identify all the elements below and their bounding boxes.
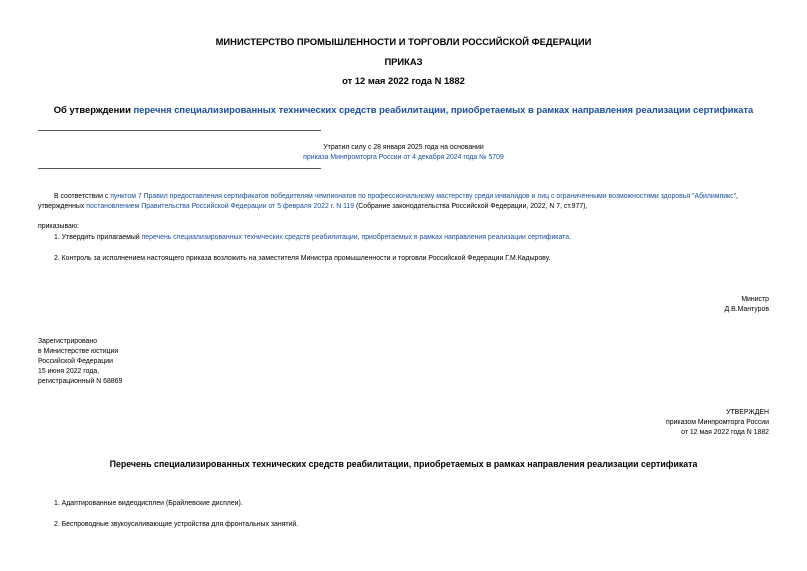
approved-line: приказом Минпромторга России: [666, 419, 769, 426]
government-decree-link[interactable]: постановлением Правительства Российской Федерации от 5 февраля 2022 г. N 119: [86, 203, 355, 210]
list-title: Перечень специализированных технических средств реабилитации, приобретаемых в рамках направления реализации сертификата: [109, 459, 698, 469]
status-line: Утратил силу с 28 января 2025 года на основании: [323, 144, 484, 151]
registration-line: регистрационный N 68869: [38, 378, 123, 385]
divider-top: [38, 130, 321, 131]
order-item-text: 1. Утвердить прилагаемый: [54, 234, 142, 241]
title-prefix: Об утверждении: [53, 104, 134, 115]
preamble-line-1: [54, 192, 738, 201]
document-type: ПРИКАЗ: [384, 56, 423, 67]
registration-line: 15 июня 2022 года,: [38, 368, 100, 375]
order-item-text: .: [569, 234, 571, 241]
document-date: от 12 мая 2022 года N 1882: [342, 75, 465, 86]
divider-bottom: [38, 168, 321, 169]
approved-line: от 12 мая 2022 года N 1882: [681, 429, 769, 436]
signature-name: Д.В.Мантуров: [724, 306, 769, 313]
title-link[interactable]: перечня специализированных технических средств реабилитации, приобретаемых в рамках направления реализации сертификата: [133, 104, 754, 115]
registration-line: в Министерстве юстиции: [38, 348, 119, 355]
preamble-line-2: [38, 202, 587, 211]
order-word: приказываю:: [38, 223, 79, 230]
order-item-1: [54, 233, 571, 242]
preamble-text: (Собрание законодательства Российской Федерации, 2022, N 7, ст.977),: [354, 203, 588, 210]
rules-link[interactable]: пунктом 7 Правил предоставления сертификатов победителям чемпионатов по профессиональному мастерству среди инвалидов и лиц с ограниченными возможностями здоровья "Абилимпикс": [110, 193, 737, 200]
list-item: 1. Адаптированные видеодисплеи (Брайлевские дисплеи).: [54, 500, 243, 507]
registration-line: Российской Федерации: [38, 358, 113, 365]
approved-line: УТВЕРЖДЕН: [726, 409, 769, 416]
repeal-order-link[interactable]: приказа Минпромторга России от 4 декабря 2024 года № 5709: [303, 154, 504, 161]
preamble-text: утвержденных: [38, 203, 87, 210]
order-item-2: 2. Контроль за исполнением настоящего приказа возложить на заместителя Министра промышленности и торговли Российской Федерации Г.М.Кадырову.: [54, 255, 551, 262]
registration-line: Зарегистрировано: [38, 338, 98, 345]
ministry-heading: МИНИСТЕРСТВО ПРОМЫШЛЕННОСТИ И ТОРГОВЛИ РОССИЙСКОЙ ФЕДЕРАЦИИ: [215, 36, 592, 47]
preamble-text: В соответствии с: [54, 193, 111, 200]
list-item: 2. Беспроводные звукоусиливающие устройства для фронтальных занятий.: [54, 521, 299, 528]
signature-position: Министр: [741, 296, 769, 303]
list-link[interactable]: перечень специализированных технических средств реабилитации, приобретаемых в рамках направления реализации сертификата: [141, 234, 570, 241]
document-title: [0, 104, 807, 115]
preamble-text: ,: [736, 193, 738, 200]
